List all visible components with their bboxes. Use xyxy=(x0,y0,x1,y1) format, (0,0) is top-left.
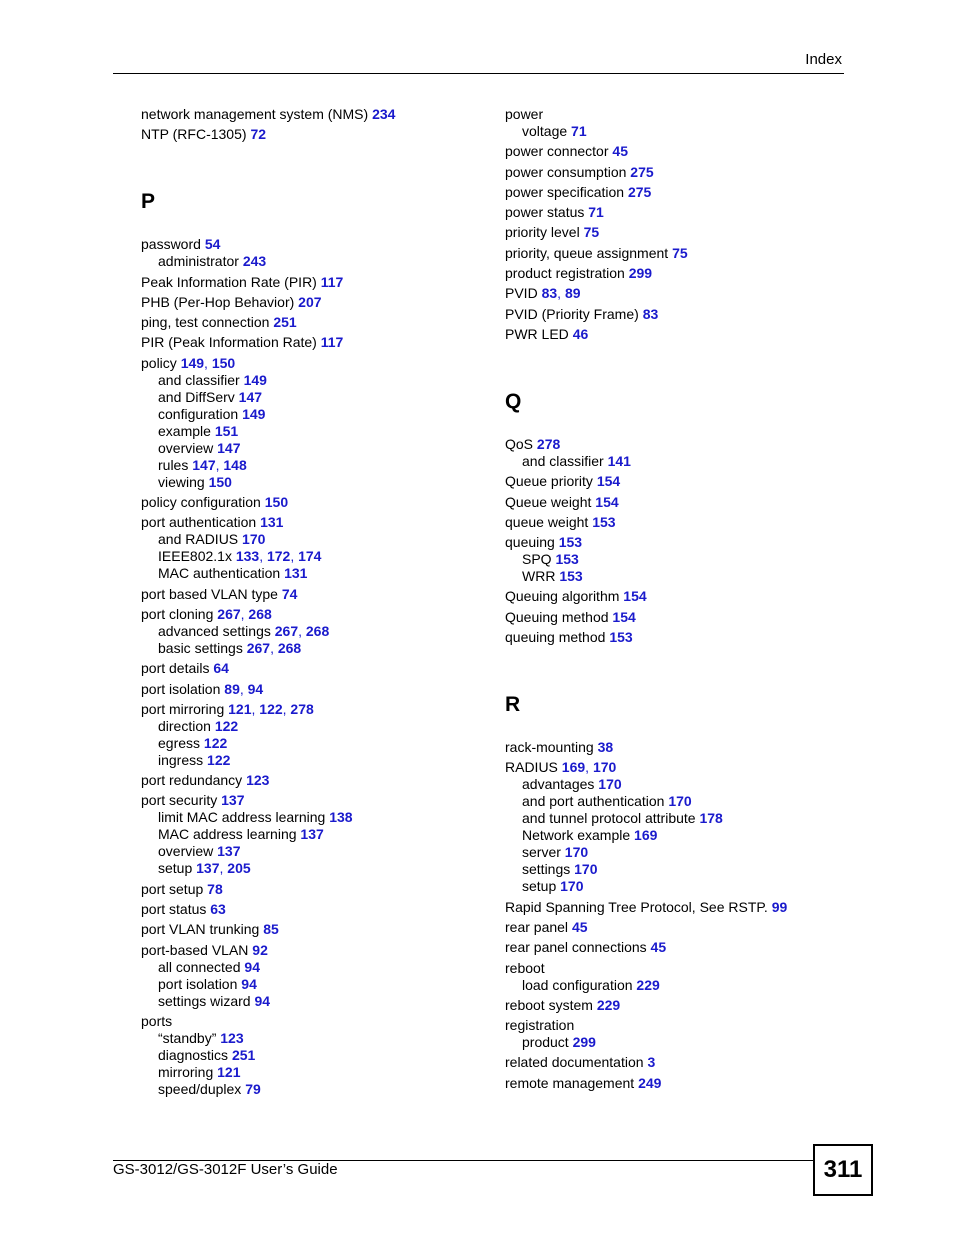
page-reference-link[interactable]: 169 xyxy=(634,827,658,844)
index-entry xyxy=(505,1075,845,1092)
page-reference-link[interactable]: 147 xyxy=(238,388,263,405)
page-reference-link[interactable]: 249 xyxy=(638,1074,662,1091)
index-term: egress xyxy=(158,734,201,751)
index-entry xyxy=(141,274,481,291)
index-entry xyxy=(141,901,481,918)
index-subentry xyxy=(141,809,481,826)
page-reference-link[interactable]: 147 xyxy=(217,439,241,456)
index-term: settings xyxy=(522,861,571,878)
page-reference-link[interactable]: 153 xyxy=(609,629,633,646)
index-term: reboot xyxy=(505,959,545,976)
index-entry xyxy=(505,224,845,241)
index-entry xyxy=(505,106,845,123)
page-reference-link[interactable]: 94 xyxy=(254,992,271,1009)
index-term: and classifier xyxy=(158,371,240,388)
page-reference-link[interactable]: 94 xyxy=(244,958,260,975)
index-term: queue weight xyxy=(505,513,589,530)
page-reference-link[interactable]: 94 xyxy=(241,975,257,992)
page-reference-link[interactable]: 267 xyxy=(246,639,271,656)
page-reference-link[interactable]: 131 xyxy=(284,565,308,582)
index-entry xyxy=(141,494,481,511)
index-term: configuration xyxy=(158,405,239,422)
page-number-box xyxy=(813,1144,873,1196)
index-subentry xyxy=(141,423,481,440)
index-subentry xyxy=(141,843,481,860)
page-reference-link[interactable]: 178 xyxy=(699,810,723,827)
page-reference-link[interactable]: 275 xyxy=(627,183,652,200)
index-entry xyxy=(141,660,481,677)
index-entry xyxy=(141,294,481,311)
page-reference-link[interactable]: 122 xyxy=(203,734,228,751)
index-term: related documentation xyxy=(505,1054,644,1071)
index-entry xyxy=(141,334,481,351)
page-reference-link[interactable]: 170 xyxy=(592,759,617,776)
page-reference-link[interactable]: 122 xyxy=(207,751,231,768)
page-reference-link[interactable]: 117 xyxy=(320,273,344,290)
index-entry xyxy=(141,514,481,531)
index-subentry xyxy=(505,977,845,994)
page-reference-link[interactable]: 251 xyxy=(273,314,297,331)
index-term: rear panel xyxy=(505,918,569,935)
page-reference-link[interactable]: 150 xyxy=(208,473,232,490)
index-entry xyxy=(505,306,845,323)
index-entry xyxy=(141,106,481,123)
page-reference-link[interactable]: 243 xyxy=(242,253,267,270)
index-entry xyxy=(505,326,845,343)
index-entry xyxy=(141,942,481,959)
page-reference-link[interactable]: 174 xyxy=(298,548,322,565)
page-reference-link[interactable]: 268 xyxy=(248,605,272,622)
page-reference-link[interactable]: 64 xyxy=(213,660,229,677)
index-entry xyxy=(141,881,481,898)
index-term: power consumption xyxy=(505,163,627,180)
page-reference-link[interactable]: 71 xyxy=(571,123,587,139)
page-reference-link[interactable]: 141 xyxy=(607,452,631,469)
index-subentry: IEEE802.1x 133, 172, 174 xyxy=(158,548,322,565)
index-entry xyxy=(505,609,845,626)
index-term: port status xyxy=(141,901,207,918)
page-reference-link[interactable]: 121 xyxy=(228,700,252,717)
index-column-left xyxy=(141,106,481,1098)
page-number: 311 xyxy=(823,1156,863,1183)
index-subentry xyxy=(141,735,481,752)
page-reference-link[interactable]: 45 xyxy=(612,143,628,160)
index-entry xyxy=(505,494,845,511)
page-reference-link[interactable]: 153 xyxy=(555,551,579,568)
index-term: viewing xyxy=(158,473,205,490)
index-term: and classifier xyxy=(522,452,604,469)
index-subentry xyxy=(505,793,845,810)
index-term: port isolation xyxy=(158,975,238,992)
index-subentry xyxy=(141,1047,481,1064)
index-entry xyxy=(141,1013,481,1030)
page-reference-link[interactable]: 229 xyxy=(596,996,621,1013)
index-term: reboot system xyxy=(505,996,593,1013)
page-reference-link[interactable]: 147 xyxy=(192,456,216,473)
index-term: Queuing algorithm xyxy=(505,588,620,605)
index-entry xyxy=(505,245,845,262)
index-term: port isolation xyxy=(141,680,221,697)
page-reference-link[interactable]: 170 xyxy=(668,793,692,810)
index-term: voltage xyxy=(522,123,568,139)
page-reference-link[interactable]: 137 xyxy=(221,792,245,809)
index-subentry xyxy=(141,1064,481,1081)
page-reference-link[interactable]: 74 xyxy=(281,585,298,602)
index-subentry xyxy=(141,565,481,582)
index-term: overview xyxy=(158,843,214,860)
index-term: priority level xyxy=(505,224,580,241)
index-term: Rapid Spanning Tree Protocol, See RSTP. xyxy=(505,898,768,915)
index-term: server xyxy=(522,844,561,861)
index-term: queuing xyxy=(505,534,555,551)
page-reference-link[interactable]: 54 xyxy=(204,236,221,253)
index-term: and DiffServ xyxy=(158,388,235,405)
index-term: PWR LED xyxy=(505,325,569,342)
index-term: rules xyxy=(158,456,189,473)
index-term: Queuing method xyxy=(505,608,609,625)
page-reference-link[interactable]: 154 xyxy=(595,493,619,510)
index-entry xyxy=(505,534,845,551)
index-subentry: advanced settings 267, 268 xyxy=(158,622,330,639)
index-entry xyxy=(505,939,845,956)
index-term: rack-mounting xyxy=(505,739,594,756)
index-term: product registration xyxy=(505,265,625,282)
index-term: administrator xyxy=(158,253,239,270)
page-reference-link[interactable]: 153 xyxy=(592,513,616,530)
index-term: Peak Information Rate (PIR) xyxy=(141,273,317,290)
page-reference-link[interactable]: 99 xyxy=(771,898,788,915)
page-reference-link[interactable]: 150 xyxy=(211,354,236,371)
index-term: policy configuration xyxy=(141,494,261,511)
index-term: registration xyxy=(505,1017,575,1034)
index-term: Queue priority xyxy=(505,473,593,490)
page-reference-link[interactable]: 121 xyxy=(217,1063,241,1080)
page-reference-link[interactable]: 133 xyxy=(235,548,260,565)
page-reference-link[interactable]: 299 xyxy=(628,265,653,282)
index-term: power status xyxy=(505,204,585,221)
index-term: power xyxy=(505,106,544,122)
index-subentry xyxy=(141,1030,481,1047)
page-reference-link[interactable]: 154 xyxy=(596,473,621,490)
index-entry: policy 149, 150 xyxy=(141,354,236,371)
index-term: port VLAN trunking xyxy=(141,921,260,938)
index-term: overview xyxy=(158,439,214,456)
index-entry xyxy=(505,164,845,181)
page-reference-link[interactable]: 170 xyxy=(574,861,598,878)
index-entry xyxy=(505,473,845,490)
index-term: PVID xyxy=(505,285,538,302)
index-term: advantages xyxy=(522,776,595,793)
index-entry: RADIUS 169, 170 xyxy=(505,759,617,776)
page-reference-link[interactable]: 267 xyxy=(217,605,241,622)
index-entry xyxy=(505,184,845,201)
index-entry: port isolation 89, 94 xyxy=(141,680,264,697)
index-subentry xyxy=(141,959,481,976)
page-reference-link[interactable]: 148 xyxy=(223,456,247,473)
index-subentry xyxy=(141,406,481,423)
page-reference-link[interactable]: 123 xyxy=(220,1029,244,1046)
index-subentry xyxy=(505,568,845,585)
index-entry xyxy=(141,772,481,789)
index-term: port mirroring xyxy=(141,700,225,717)
index-term: priority, queue assignment xyxy=(505,244,669,261)
index-term: setup xyxy=(522,878,557,895)
index-subentry xyxy=(505,123,845,140)
index-subentry xyxy=(505,1034,845,1051)
index-entry xyxy=(505,265,845,282)
page-reference-link[interactable]: 38 xyxy=(597,739,614,756)
index-term: basic settings xyxy=(158,639,243,656)
page-reference-link[interactable]: 267 xyxy=(274,622,299,639)
index-entry xyxy=(141,792,481,809)
index-subentry xyxy=(141,372,481,389)
index-entry xyxy=(505,739,845,756)
index-subentry xyxy=(141,826,481,843)
index-entry: port mirroring 121, 122, 278 xyxy=(141,700,314,717)
page-reference-link[interactable]: 45 xyxy=(571,918,588,935)
page-reference-link[interactable]: 3 xyxy=(647,1054,656,1071)
index-entry xyxy=(505,143,845,160)
index-term: port redundancy xyxy=(141,772,243,789)
index-subentry xyxy=(505,861,845,878)
page-reference-link[interactable]: 153 xyxy=(558,534,583,551)
index-term: Queue weight xyxy=(505,493,592,510)
index-term: all connected xyxy=(158,958,241,975)
index-subentry xyxy=(141,253,481,270)
page-reference-link[interactable]: 75 xyxy=(672,244,688,261)
index-entry: port cloning 267, 268 xyxy=(141,605,272,622)
index-subentry xyxy=(505,827,845,844)
index-entry xyxy=(505,629,845,646)
index-term: advanced settings xyxy=(158,622,271,639)
index-subentry xyxy=(141,752,481,769)
index-term: load configuration xyxy=(522,976,633,993)
index-term: QoS xyxy=(505,435,534,452)
index-term: product xyxy=(522,1034,569,1051)
page-reference-link[interactable]: 172 xyxy=(266,548,291,565)
index-subentry xyxy=(141,976,481,993)
index-subentry xyxy=(505,453,845,470)
index-term: rear panel connections xyxy=(505,939,647,956)
page-reference-link[interactable]: 79 xyxy=(245,1080,261,1097)
page-reference-link[interactable]: 229 xyxy=(636,976,660,993)
index-entry xyxy=(505,960,845,977)
page-reference-link[interactable]: 89 xyxy=(564,285,581,302)
index-subentry xyxy=(141,1081,481,1098)
index-subentry xyxy=(505,810,845,827)
page-reference-link[interactable]: 137 xyxy=(217,843,241,860)
page-reference-link[interactable]: 278 xyxy=(290,700,314,717)
page-reference-link[interactable]: 72 xyxy=(250,126,267,143)
index-term: port cloning xyxy=(141,605,214,622)
index-term: “standby” xyxy=(158,1029,217,1046)
page-reference-link[interactable]: 117 xyxy=(320,334,344,351)
index-section-letter: Q xyxy=(505,389,522,413)
page-reference-link[interactable]: 153 xyxy=(559,568,583,585)
index-subentry xyxy=(141,440,481,457)
page-reference-link[interactable]: 170 xyxy=(560,878,584,895)
page-reference-link[interactable]: 131 xyxy=(260,514,284,531)
page-reference-link[interactable]: 149 xyxy=(242,405,266,422)
page-reference-link[interactable]: 170 xyxy=(564,844,589,861)
index-subentry xyxy=(141,474,481,491)
index-term: and port authentication xyxy=(522,793,665,810)
page-reference-link[interactable]: 268 xyxy=(305,622,330,639)
index-term: password xyxy=(141,236,201,253)
index-term: setup xyxy=(158,860,193,877)
index-term: port details xyxy=(141,660,210,677)
index-term: PHB (Per-Hop Behavior) xyxy=(141,293,295,310)
page-reference-link[interactable]: 71 xyxy=(588,204,604,221)
page-reference-link[interactable]: 94 xyxy=(247,680,264,697)
page-reference-link[interactable]: 46 xyxy=(572,325,589,342)
page-reference-link[interactable]: 83 xyxy=(541,285,558,302)
index-term: port-based VLAN xyxy=(141,941,249,958)
page-reference-link[interactable]: 137 xyxy=(196,860,220,877)
page-reference-link[interactable]: 275 xyxy=(630,163,654,180)
index-term: diagnostics xyxy=(158,1046,229,1063)
page-reference-link[interactable]: 137 xyxy=(300,826,324,843)
page-reference-link[interactable]: 251 xyxy=(231,1046,256,1063)
index-subentry: rules 147, 148 xyxy=(158,456,247,473)
index-entry xyxy=(141,126,481,143)
index-term: example xyxy=(158,422,211,439)
index-term: port security xyxy=(141,792,218,809)
index-entry xyxy=(505,588,845,605)
index-entry xyxy=(505,997,845,1014)
index-subentry xyxy=(505,551,845,568)
index-term: port setup xyxy=(141,880,204,897)
index-entry xyxy=(141,314,481,331)
page-reference-link[interactable]: 151 xyxy=(214,422,239,439)
page-reference-link[interactable]: 154 xyxy=(623,588,647,605)
page-reference-link[interactable]: 45 xyxy=(650,939,667,956)
page-reference-link[interactable]: 154 xyxy=(612,608,636,625)
page-reference-link[interactable]: 122 xyxy=(214,717,239,734)
index-entry xyxy=(505,514,845,531)
index-term: MAC authentication xyxy=(158,565,281,582)
page-reference-link[interactable]: 92 xyxy=(252,941,268,958)
index-term: policy xyxy=(141,354,177,371)
page-reference-link[interactable]: 149 xyxy=(180,354,205,371)
index-term: limit MAC address learning xyxy=(158,809,326,826)
index-term: queuing method xyxy=(505,629,606,646)
index-entry xyxy=(505,436,845,453)
page-reference-link[interactable]: 170 xyxy=(598,776,622,793)
index-subentry xyxy=(505,776,845,793)
index-term: WRR xyxy=(522,568,556,585)
page-reference-link[interactable]: 138 xyxy=(329,809,353,826)
index-term: port based VLAN type xyxy=(141,585,278,602)
page-reference-link[interactable]: 123 xyxy=(246,772,270,789)
index-term: ingress xyxy=(158,751,204,768)
index-term: IEEE802.1x xyxy=(158,548,232,565)
index-subentry xyxy=(505,844,845,861)
index-term: MAC address learning xyxy=(158,826,297,843)
index-term: SPQ xyxy=(522,551,552,568)
index-term: Network example xyxy=(522,827,631,844)
page-reference-link[interactable]: 150 xyxy=(264,494,289,511)
index-term: ping, test connection xyxy=(141,314,270,331)
index-term: PVID (Priority Frame) xyxy=(505,305,639,322)
page-reference-link[interactable]: 149 xyxy=(243,371,267,388)
page-reference-link[interactable]: 207 xyxy=(298,293,322,310)
page-reference-link[interactable]: 122 xyxy=(259,700,283,717)
index-term: port authentication xyxy=(141,514,257,531)
index-term: and RADIUS xyxy=(158,531,239,548)
index-subentry xyxy=(141,389,481,406)
index-term: network management system (NMS) xyxy=(141,106,369,122)
index-entry xyxy=(505,899,845,916)
index-term: RADIUS xyxy=(505,759,558,776)
page-reference-link[interactable]: 89 xyxy=(224,680,240,697)
page-reference-link[interactable]: 75 xyxy=(583,224,600,241)
index-subentry xyxy=(505,878,845,895)
index-term: speed/duplex xyxy=(158,1080,242,1097)
index-entry xyxy=(141,236,481,253)
index-term: power connector xyxy=(505,143,609,160)
index-term: NTP (RFC-1305) xyxy=(141,126,247,143)
page-reference-link[interactable]: 169 xyxy=(561,759,586,776)
index-subentry: basic settings 267, 268 xyxy=(158,639,302,656)
index-subentry xyxy=(141,531,481,548)
page-reference-link[interactable]: 85 xyxy=(263,921,279,938)
page-reference-link[interactable]: 78 xyxy=(207,880,223,897)
header-rule xyxy=(113,73,844,74)
index-term: PIR (Peak Information Rate) xyxy=(141,334,317,351)
index-entry xyxy=(505,1017,845,1034)
page-reference-link[interactable]: 278 xyxy=(536,435,561,452)
page-reference-link[interactable]: 299 xyxy=(572,1034,596,1051)
index-term: settings wizard xyxy=(158,992,251,1009)
index-term: remote management xyxy=(505,1074,635,1091)
index-subentry: setup 137, 205 xyxy=(158,860,251,877)
page-reference-link[interactable]: 63 xyxy=(210,901,226,918)
page-reference-link[interactable]: 234 xyxy=(372,106,396,122)
index-term: ports xyxy=(141,1012,173,1029)
index-entry xyxy=(141,921,481,938)
page-reference-link[interactable]: 205 xyxy=(227,860,251,877)
index-term: mirroring xyxy=(158,1063,214,1080)
index-term: power specification xyxy=(505,183,625,200)
page-reference-link[interactable]: 268 xyxy=(277,639,302,656)
index-entry xyxy=(505,1054,845,1071)
index-subentry xyxy=(141,993,481,1010)
index-section-letter: R xyxy=(505,693,521,717)
index-column-right xyxy=(505,106,845,1092)
running-header-title: Index xyxy=(805,51,842,68)
page-reference-link[interactable]: 170 xyxy=(242,531,266,548)
index-section-letter: P xyxy=(141,190,156,214)
index-term: direction xyxy=(158,717,211,734)
index-term: and tunnel protocol attribute xyxy=(522,810,696,827)
index-entry xyxy=(505,919,845,936)
footer-guide-title: GS-3012/GS-3012F User’s Guide xyxy=(113,1161,338,1178)
page-reference-link[interactable]: 83 xyxy=(642,305,659,322)
index-entry xyxy=(505,204,845,221)
index-entry: PVID 83, 89 xyxy=(505,285,581,302)
index-subentry xyxy=(141,718,481,735)
index-entry xyxy=(141,586,481,603)
